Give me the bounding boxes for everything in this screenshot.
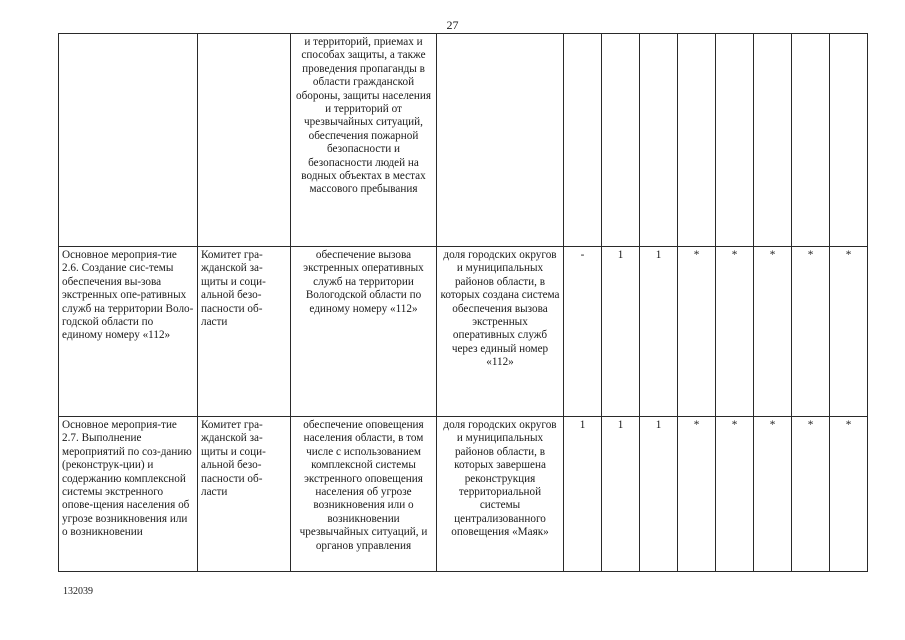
content-cell: обеспечение оповещения населения области, в том числе с использованием комплексной системы экстренного оповещения населения об угрозе возникновения или о возникновении чрезвычайных ситуаций, и органов управления: [291, 417, 437, 572]
page-number: 27: [446, 18, 459, 32]
indicator-cell: доля городских округов и муниципальных районов области, в которых завершена реконструкция территориальной системы централизованного оповещения «Маяк»: [437, 417, 564, 572]
executor-cell: [198, 34, 291, 247]
document-code: 132039: [63, 586, 93, 597]
executor-cell: Комитет гра-жданской за-щиты и соци-альной безо-пасности об-ласти: [198, 417, 291, 572]
value-cell: [716, 34, 754, 247]
value-cell: *: [716, 247, 754, 417]
value-cell: *: [792, 417, 830, 572]
measure-cell: Основное мероприя-тие 2.7. Выполнение мероприятий по соз-данию (реконструк-ции) и содержанию комплексной системы экстренного опове-щения населения об угрозе возникновения или о возникновении: [59, 417, 198, 572]
program-measures-table: [58, 33, 868, 572]
executor-cell: Комитет гра-жданской за-щиты и соци-альной безо-пасности об-ласти: [198, 247, 291, 417]
value-cell: [830, 34, 868, 247]
value-cell: *: [678, 247, 716, 417]
indicator-cell: доля городских округов и муниципальных районов области, в которых создана система обеспечения вызова экстренных оперативных служб через единый номер «112»: [437, 247, 564, 417]
value-cell: *: [716, 417, 754, 572]
table-row: [59, 417, 868, 572]
measure-cell: Основное мероприя-тие 2.6. Создание сис-темы обеспечения вы-зова экстренных опе-ративных служб на территории Воло-годской области по единому номеру «112»: [59, 247, 198, 417]
value-cell: 1: [640, 247, 678, 417]
value-cell: *: [754, 417, 792, 572]
value-cell: *: [678, 417, 716, 572]
value-cell: [678, 34, 716, 247]
value-cell: *: [830, 417, 868, 572]
value-cell: *: [792, 247, 830, 417]
value-cell: 1: [564, 417, 602, 572]
value-cell: 1: [640, 417, 678, 572]
value-cell: [754, 34, 792, 247]
value-cell: *: [754, 247, 792, 417]
value-cell: [564, 34, 602, 247]
table-row: [59, 247, 868, 417]
indicator-cell: [437, 34, 564, 247]
table-row: [59, 34, 868, 247]
value-cell: *: [830, 247, 868, 417]
value-cell: [602, 34, 640, 247]
content-cell: обеспечение вызова экстренных оперативных служб на территории Вологодской области по единому номеру «112»: [291, 247, 437, 417]
content-cell: и территорий, приемах и способах защиты, а также проведения пропаганды в области гражданской обороны, защиты населения и территорий от чрезвычайных ситуаций, обеспечения пожарной безопасности и безопасности людей на водных объектах в местах массового пребывания: [291, 34, 437, 247]
value-cell: [792, 34, 830, 247]
measure-cell: [59, 34, 198, 247]
value-cell: -: [564, 247, 602, 417]
value-cell: [640, 34, 678, 247]
value-cell: 1: [602, 247, 640, 417]
value-cell: 1: [602, 417, 640, 572]
